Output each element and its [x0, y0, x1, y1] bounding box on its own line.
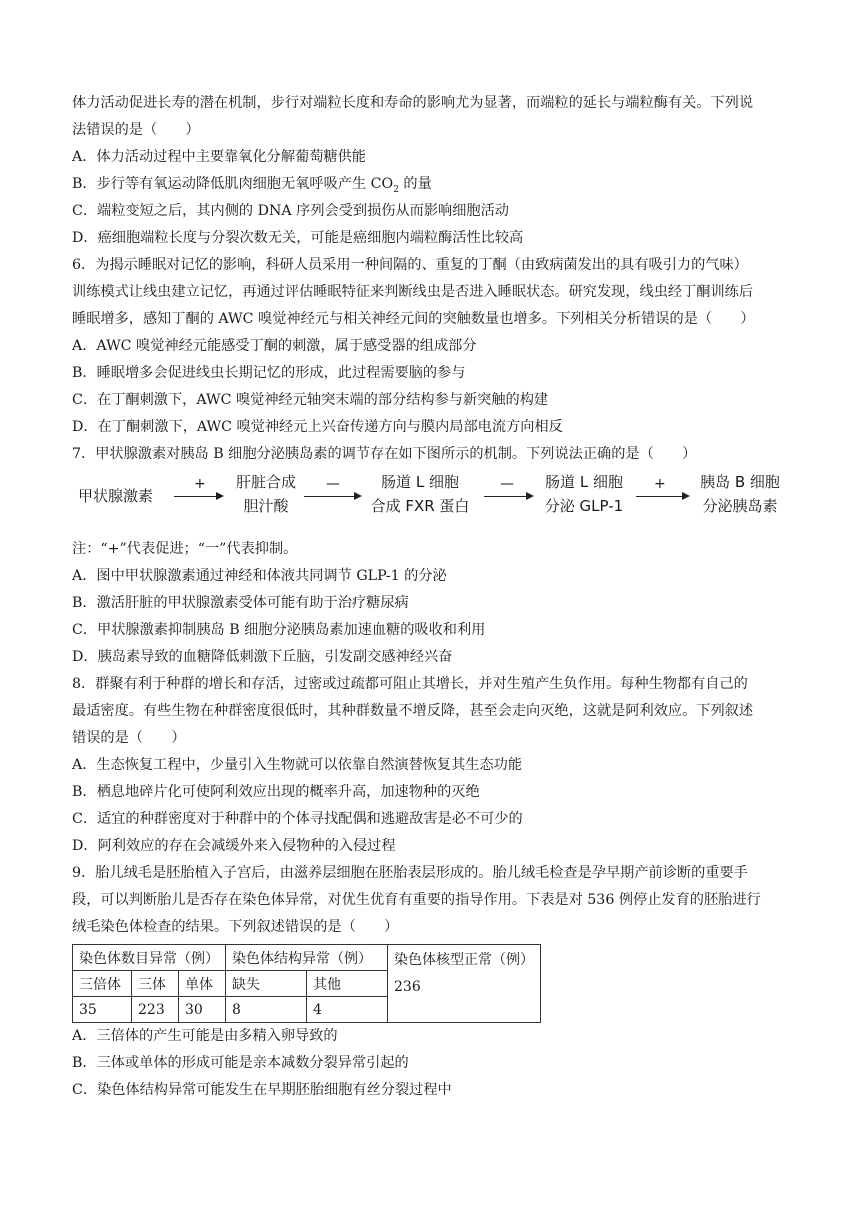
chromosome-result-table: [72, 944, 541, 1023]
table-cell: 223: [132, 997, 179, 1023]
question-stem: 8．群聚有利于种群的增长和存活，过密或过疏都可阻止其增长，并对生殖产生负作用。每种生物都有自己的: [72, 676, 748, 692]
option-a: A．三倍体的产生可能是由多精入卵导致的: [72, 1028, 338, 1044]
node-liver-bile-acid: [228, 470, 304, 518]
question-stem: 最适密度。有些生物在种群密度很低时，其种群数量不增反降，甚至会走向灭绝，这就是阿利效应。下列叙述: [72, 703, 754, 719]
node-line: 分泌胰岛素: [702, 497, 778, 515]
node-line: 合成 FXR 蛋白: [370, 497, 470, 515]
arrow-3: [484, 496, 532, 497]
node-l-cell-fxr: [360, 470, 480, 518]
table-cell: 35: [73, 997, 132, 1023]
option-d: D．癌细胞端粒长度与分裂次数无关，可能是癌细胞内端粒酶活性比较高: [72, 230, 524, 246]
option-d: D．阿利效应的存在会减缓外来入侵物种的入侵过程: [72, 838, 396, 854]
question-stem: 法错误的是（ ）: [72, 122, 200, 138]
arrow-4: [636, 496, 688, 497]
table-header-row: [73, 945, 541, 971]
question-5: [72, 90, 798, 252]
header-number-abnormal: 染色体数目异常（例）: [73, 945, 226, 971]
question-stem: 训练模式让线虫建立记忆，再通过评估睡眠特征来判断线虫是否进入睡眠状态。研究发现，线虫经丁酮训练后: [72, 284, 754, 300]
option-d: D．胰岛素导致的血糖降低刺激下丘脑，引发副交感神经兴奋: [72, 649, 453, 665]
table-cell: 缺失: [226, 971, 307, 997]
sign-inhibit: —: [500, 476, 514, 492]
question-6: [72, 252, 798, 441]
table-cell: 染色体核型正常（例）: [394, 952, 534, 968]
node-thyroid-hormone: 甲状腺激素: [78, 487, 154, 505]
sign-promote: +: [654, 476, 666, 492]
question-8: [72, 671, 798, 860]
node-line: 胆汁酸: [243, 497, 289, 515]
option-c: C．染色体结构异常可能发生在早期胚胎细胞有丝分裂过程中: [72, 1082, 452, 1098]
option-b: B．步行等有氧运动降低肌肉细胞无氧呼吸产生 $CO_2$ 的量: [72, 176, 432, 195]
sign-inhibit: —: [326, 476, 340, 492]
regulation-flow-diagram: [72, 470, 798, 534]
node-line: 肝脏合成: [235, 473, 296, 491]
table-cell: 30: [179, 997, 226, 1023]
diagram-note: 注：“+”代表促进；“一”代表抑制。: [72, 541, 298, 557]
question-stem: 绒毛染色体检查的结果。下列叙述错误的是（ ）: [72, 919, 399, 935]
option-a: A．体力活动过程中主要靠氧化分解葡萄糖供能: [72, 149, 366, 165]
table-cell: 单体: [179, 971, 226, 997]
node-l-cell-glp1: [532, 470, 636, 518]
question-7: [72, 441, 798, 671]
question-stem: 睡眠增多，感知丁酮的 AWC 嗅觉神经元与相关神经元间的突触数量也增多。下列相关分析错误的是（ ）: [72, 311, 755, 327]
header-normal-karyotype: [388, 945, 541, 1023]
arrow-1: [174, 496, 222, 497]
question-stem: 段，可以判断胎儿是否存在染色体异常，对优生优育有重要的指导作用。下表是对 536 例停止发育的胚胎进行: [72, 892, 761, 908]
option-a: A．图中甲状腺激素通过神经和体液共同调节 GLP-1 的分泌: [72, 568, 447, 584]
option-a: A．AWC 嗅觉神经元能感受丁酮的刺激，属于感受器的组成部分: [72, 338, 477, 354]
option-b: B．栖息地碎片化可使阿利效应出现的概率升高，加速物种的灭绝: [72, 784, 480, 800]
table-cell: 236: [394, 979, 421, 995]
sign-promote: +: [194, 476, 206, 492]
option-b: B．睡眠增多会促进线虫长期记忆的形成，此过程需要脑的参与: [72, 365, 466, 381]
option-c: C．端粒变短之后，其内侧的 DNA 序列会受到损伤从而影响细胞活动: [72, 203, 509, 219]
header-structure-abnormal: 染色体结构异常（例）: [226, 945, 388, 971]
option-b: B．三体或单体的形成可能是亲本减数分裂异常引起的: [72, 1055, 409, 1071]
node-islet-b-cell: [690, 470, 790, 518]
table-cell: 三体: [132, 971, 179, 997]
table-cell: 4: [307, 997, 388, 1023]
option-d: D．在丁酮刺激下，AWC 嗅觉神经元上兴奋传递方向与膜内局部电流方向相反: [72, 419, 563, 435]
question-stem: 6．为揭示睡眠对记忆的影响，科研人员采用一种间隔的、重复的丁酮（由致病菌发出的具有吸引力的气味）: [72, 257, 748, 273]
arrow-2: [304, 496, 360, 497]
table-cell: 三倍体: [73, 971, 132, 997]
option-a: A．生态恢复工程中，少量引入生物就可以依靠自然演替恢复其生态功能: [72, 757, 523, 773]
exam-page: [72, 90, 798, 1104]
question-stem: 错误的是（ ）: [72, 730, 186, 746]
node-line: 分泌 GLP-1: [544, 497, 624, 515]
table-cell: 8: [226, 997, 307, 1023]
option-c: C．在丁酮刺激下，AWC 嗅觉神经元轴突末端的部分结构参与新突触的构建: [72, 392, 549, 408]
question-stem: 体力活动促进长寿的潜在机制，步行对端粒长度和寿命的影响尤为显著，而端粒的延长与端粒酶有关。下列说: [72, 95, 754, 111]
option-c: C．适宜的种群密度对于种群中的个体寻找配偶和逃避敌害是必不可少的: [72, 811, 523, 827]
question-9: [72, 860, 798, 1104]
option-b: B．激活肝脏的甲状腺激素受体可能有助于治疗糖尿病: [72, 595, 409, 611]
option-c: C．甲状腺激素抑制胰岛 B 细胞分泌胰岛素加速血糖的吸收和利用: [72, 622, 486, 638]
node-line: 肠道 L 细胞: [545, 473, 623, 491]
table-cell: 其他: [307, 971, 388, 997]
node-line: 胰岛 B 细胞: [700, 473, 780, 491]
node-line: 肠道 L 细胞: [381, 473, 459, 491]
question-stem: 9．胎儿绒毛是胚胎植入子宫后，由滋养层细胞在胚胎表层形成的。胎儿绒毛检查是孕早期产前诊断的重要手: [72, 865, 748, 881]
question-stem: 7．甲状腺激素对胰岛 B 细胞分泌胰岛素的调节存在如下图所示的机制。下列说法正确的是（ ）: [72, 446, 697, 462]
